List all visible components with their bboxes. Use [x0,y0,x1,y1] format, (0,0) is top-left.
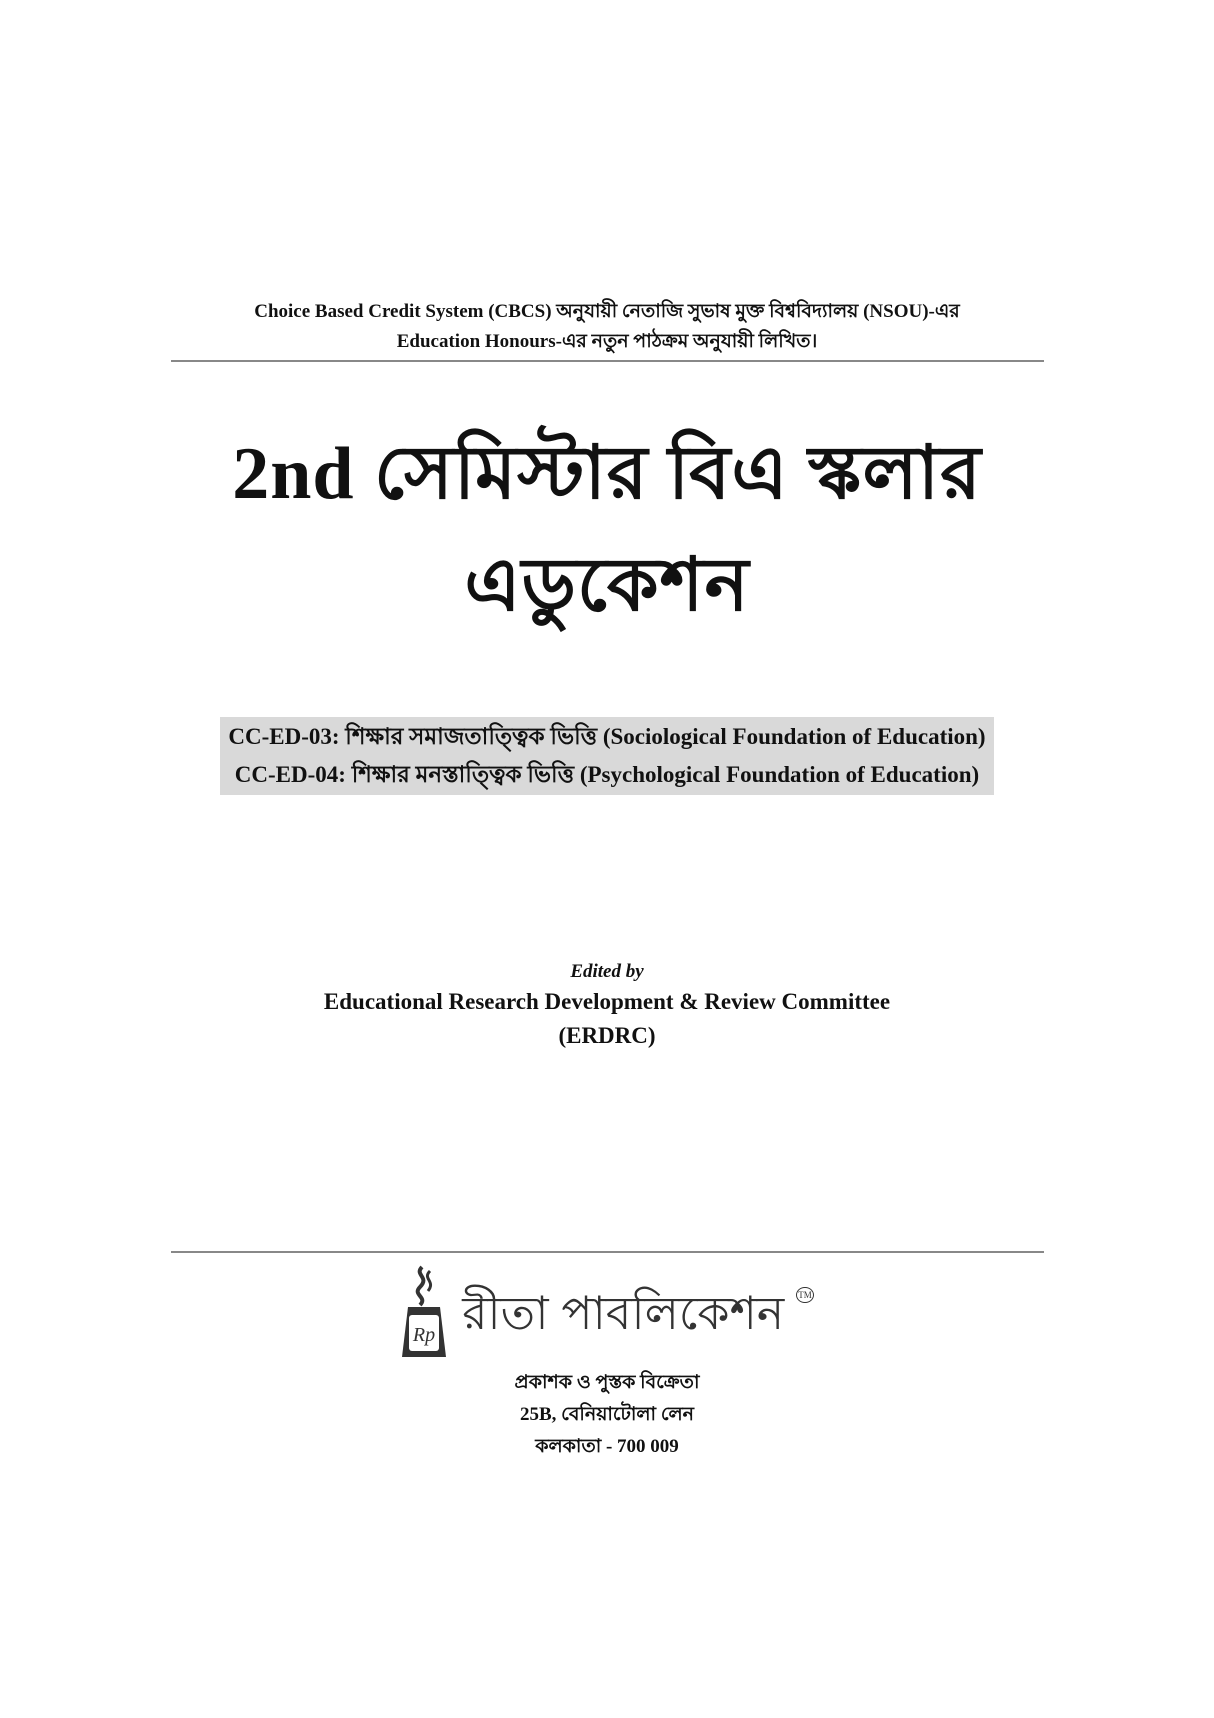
edited-by-label: Edited by [570,961,644,982]
bottom-divider [171,1251,1044,1253]
publisher-address-2: কলকাতা - 700 009 [535,1436,679,1457]
top-divider [171,360,1044,362]
publisher-address-1: 25B, বেনিয়াটোলা লেন [519,1404,695,1425]
course-cc-ed-03: CC-ED-03: শিক্ষার সমাজতাত্ত্বিক ভিত্তি (Sociological Foundation of Education) [228,724,986,749]
book-flame-icon [400,1263,450,1363]
svg-text:Rp: Rp [413,1324,436,1346]
course-cc-ed-04: CC-ED-04: শিক্ষার মনস্তাত্ত্বিক ভিত্তি (Psychological Foundation of Education) [234,762,980,787]
header-line-1: Choice Based Credit System (CBCS) অনুযায়ী নেতাজি সুভাষ মুক্ত বিশ্ববিদ্যালয় (NSOU)-এর [254,301,960,322]
trademark-icon: TM [796,1287,814,1303]
publisher-tagline: প্রকাশক ও পুস্তক বিক্রেতা [514,1372,700,1393]
title-line-1: 2nd সেমিস্টার বিএ স্কলার [232,433,982,515]
publisher-logo [400,1263,814,1363]
header-line-2: Education Honours-এর নতুন পাঠক্রম অনুযায়ী লিখিত। [396,331,818,352]
editor-name: Educational Research Development & Review Committee [323,989,891,1014]
editor-abbr: (ERDRC) [558,1023,656,1048]
title-line-2: এডুকেশন [464,545,750,627]
publisher-name: রীতা পাবলিকেশন [462,1287,785,1339]
course-box [220,717,993,795]
